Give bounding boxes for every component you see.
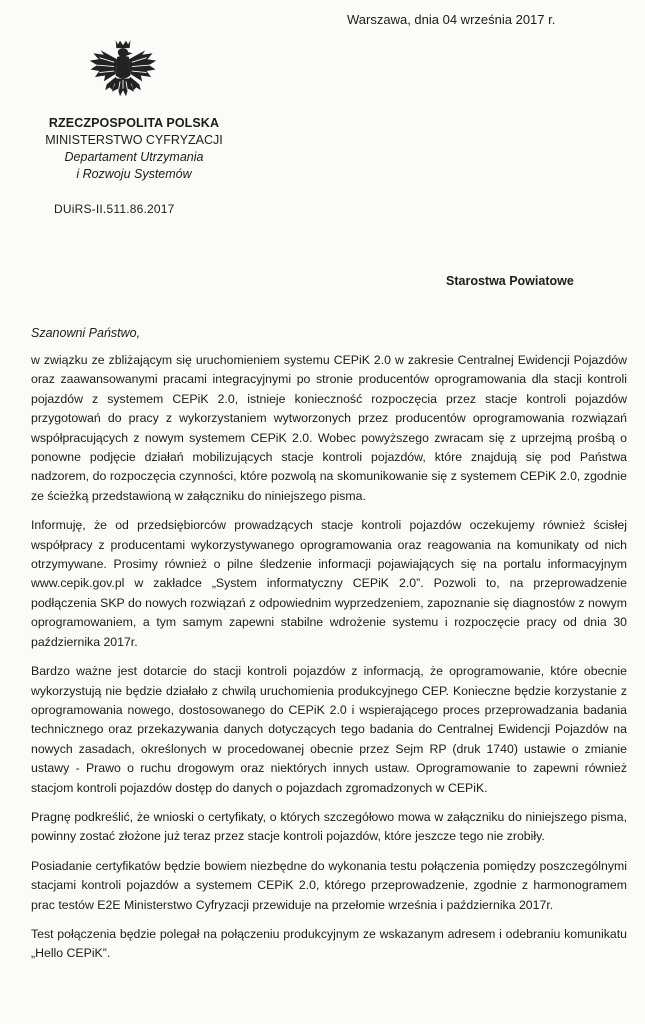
letter-date: Warszawa, dnia 04 września 2017 r. <box>347 12 556 27</box>
paragraph: Test połączenia będzie polegał na połączeniu produkcyjnym ze wskazanym adresem i odebraniu komunikatu „Hello CEPiK”. <box>31 926 627 961</box>
paragraph: Bardzo ważne jest dotarcie do stacji kontroli pojazdów z informacją, że oprogramowanie, które obecnie wykorzystują nie będzie działało z chwilą uruchomienia produkcyjnego CEP. Konieczne będzie korzystanie z oprogramowania nowego, dostosowanego do CEPiK 2.0 i wspierającego proces przeprowadzania badania technicznego oraz przekazywania danych dotyczących tego badania do Centralnej Ewidencji Pojazdów na nowych zasadach, określonych w procedowanej obecnie przez Sejm RP (druk 1740) ustawie o zmianie ustawy - Prawo o ruchu drogowym oraz niektórych innych ustaw. Oprogramowanie to zapewni również stacjom kontroli pojazdów dostęp do danych o pojazdach zgromadzonych w CEPiK. <box>31 664 627 795</box>
eagle-emblem-icon <box>86 36 160 112</box>
paragraph: Posiadanie certyfikatów będzie bowiem niezbędne do wykonania testu połączenia pomiędzy poszczególnymi stacjami kontroli pojazdów a systemem CEPiK 2.0, którego przeprowadzenie, zgodnie z harmonogramem prac testów E2E Ministerstwo Cyfryzacji przewiduje na przełomie września i października 2017r. <box>31 858 627 912</box>
sender-header <box>34 115 234 183</box>
paragraph: Informuję, że od przedsiębiorców prowadzących stacje kontroli pojazdów oczekujemy również ścisłej współpracy z producentami wykorzystywanego oprogramowania oraz reagowania na komunikaty od nich otrzymywane. Prosimy również o pilne śledzenie informacji pojawiających się na portalu informacyjnym www.cepik.gov.pl w zakładce „System informatyczny CEPiK 2.0”. Pozwoli to, na przeprowadzenie podłączenia SKP do nowych rozwiązań z odpowiednim wyprzedzeniem, zapoznanie się diagnostów z nowym oprogramowaniem, a tym samym zapewni stabilne wdrożenie systemu i rozpoczęcie pracy od dnia 30 października 2017r. <box>31 518 627 649</box>
department-name-line2: i Rozwoju Systemów <box>76 167 192 181</box>
reference-number: DUiRS-II.511.86.2017 <box>54 202 175 216</box>
letter-body <box>31 351 627 974</box>
recipient: Starostwa Powiatowe <box>446 274 574 288</box>
greeting: Szanowni Państwo, <box>31 326 141 340</box>
paragraph: w związku ze zbliżającym się uruchomieniem systemu CEPiK 2.0 w zakresie Centralnej Ewidencji Pojazdów oraz zaawansowanymi pracami integracyjnymi po stronie producentów oprogramowania dla stacji kontroli pojazdów z systemem CEPiK 2.0, istnieje konieczność rozpoczęcia przez stacje kontroli pojazdów przygotowań do pracy z wykorzystaniem wytworzonych przez producentów oprogramowania rozwiązań współpracujących z nowym systemem CEPiK 2.0. Wobec powyższego zwracam się z uprzejmą prośbą o ponowne podjęcie działań mobilizujących stacje kontroli pojazdów, które znajdują się pod Państwa nadzorem, do rozpoczęcia czynności, które pozwolą na skomunikowanie się z systemem CEPiK 2.0, zgodnie ze ścieżką przedstawioną w załączniku do niniejszego pisma. <box>31 353 627 503</box>
paragraph: Pragnę podkreślić, że wnioski o certyfikaty, o których szczegółowo mowa w załączniku do niniejszego pisma, powinny zostać złożone już teraz przez stacje kontroli pojazdów, które jeszcze tego nie zrobiły. <box>31 809 627 844</box>
department-name-line1: Departament Utrzymania <box>64 150 204 164</box>
country-name: RZECZPOSPOLITA POLSKA <box>48 116 220 130</box>
ministry-name: MINISTERSTWO CYFRYZACJI <box>45 133 223 147</box>
